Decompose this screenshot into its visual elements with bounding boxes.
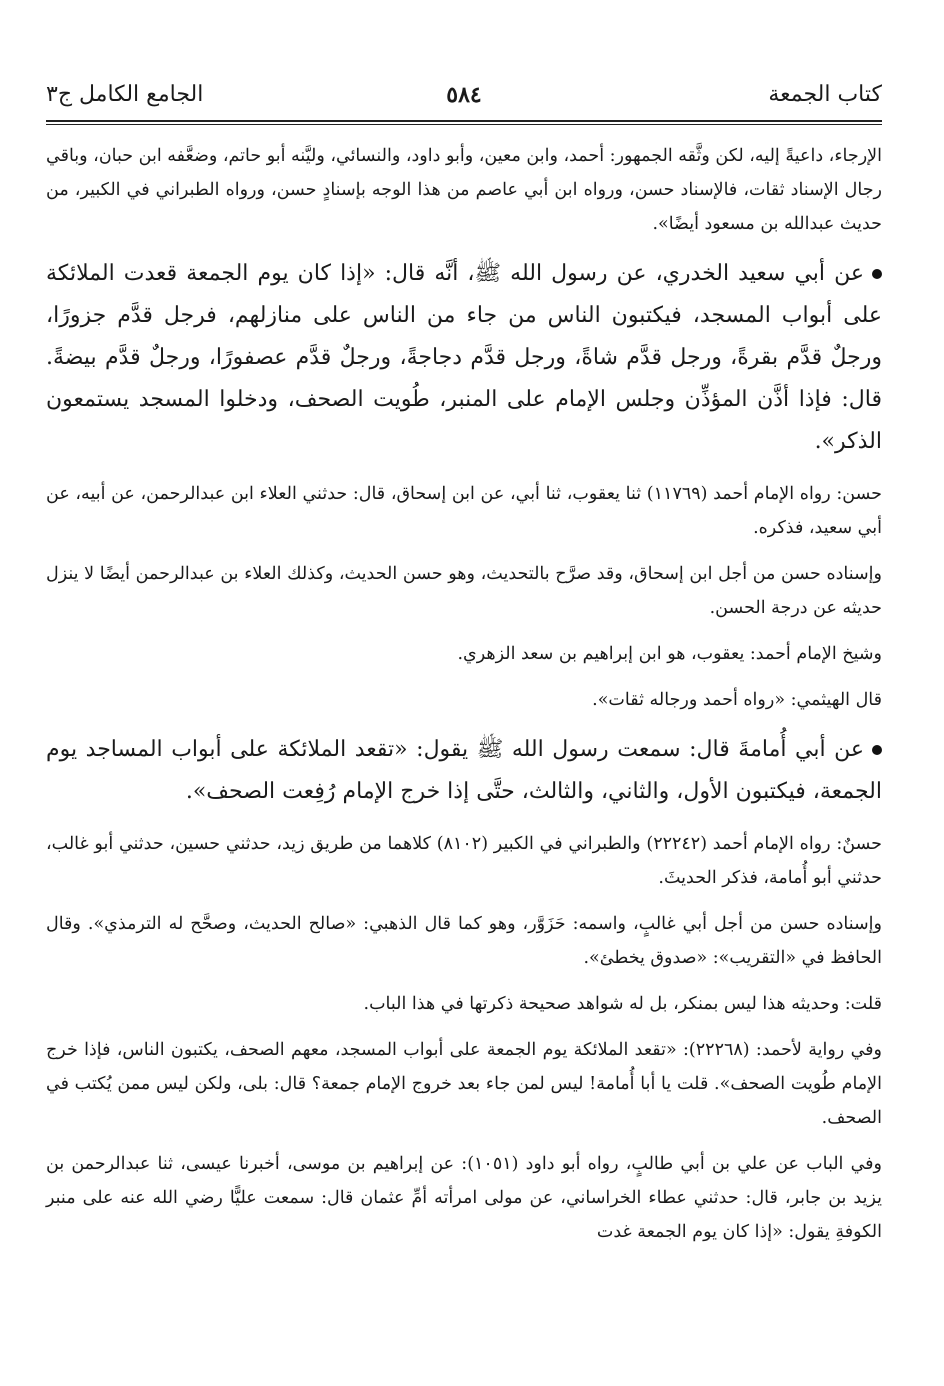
paragraph-text: وفي رواية لأحمد: (٢٢٢٦٨): «تقعد الملائكة يوم الجمعة على أبواب المسجد، معهم الصحف، يكتبون الناس، فإذا خرج الإمام طُويت الصحف». قلت يا أبا أُمامة! ليس لمن جاء بعد خروج الإمام جمعة؟ قال: بلى، ولكن ليس ممن يُكتب في الصحف. bbox=[46, 1040, 882, 1128]
header-rule bbox=[46, 120, 882, 125]
paragraph-text: قلت: وحديثه هذا ليس بمنكر، بل له شواهد صحيحة ذكرتها في هذا الباب. bbox=[363, 994, 882, 1014]
paragraph-text: حسن: رواه الإمام أحمد (١١٧٦٩) ثنا يعقوب، ثنا أبي، عن ابن إسحاق، قال: حدثني العلاء ابن عبدالرحمن، عن أبيه، عن أبي سعيد، فذكره. bbox=[46, 484, 883, 538]
bullet-icon bbox=[872, 745, 882, 755]
book-title: الجامع الكامل ج٣ bbox=[46, 82, 204, 107]
paragraph bbox=[46, 1147, 882, 1249]
paragraph-text: قال الهيثمي: «رواه أحمد ورجاله ثقات». bbox=[592, 690, 882, 710]
paragraph-text: حسنٌ: رواه الإمام أحمد (٢٢٢٤٢) والطبراني في الكبير (٨١٠٢) كلاهما من طريق زيد، حدثني حسين، حدثني أبو غالب، حدثني أبو أُمامة، فذكر الحديثَ. bbox=[46, 834, 882, 888]
page-number: ٥٨٤ bbox=[446, 82, 482, 108]
hadith-paragraph bbox=[46, 729, 882, 813]
paragraph-text: وإسناده حسن من أجل أبي غالبٍ، واسمه: حَزَوَّر، وهو كما قال الذهبي: «صالح الحديث، وصحَّح له الترمذي». وقال الحافظ في «التقريب»: «صدوق يخطئ». bbox=[46, 914, 882, 968]
paragraph bbox=[46, 637, 882, 671]
paragraph bbox=[46, 139, 882, 241]
paragraph-text: وشيخ الإمام أحمد: يعقوب، هو ابن إبراهيم بن سعد الزهري. bbox=[457, 644, 882, 664]
paragraph-text: عن أبي سعيد الخدري، عن رسول الله ﷺ، أنَّه قال: «إذا كان يوم الجمعة قعدت الملائكة على أبواب المسجد، فيكتبون الناس من جاء من الناس على منازلهم، فرجل قدَّم جزورًا، ورجلٌ قدَّم بقرةً، ورجل قدَّم شاةً، ورجل قدَّم دجاجةً، ورجلٌ قدَّم عصفورًا، ورجلٌ قدَّم بيضةً. قال: فإذا أذَّن المؤذِّن وجلس الإمام على المنبر، طُويت الصحف، ودخلوا المسجد يستمعون الذكر». bbox=[46, 261, 882, 454]
page-body bbox=[46, 139, 882, 1249]
paragraph bbox=[46, 827, 882, 895]
book-section-title: كتاب الجمعة bbox=[768, 82, 882, 107]
paragraph bbox=[46, 907, 882, 975]
paragraph-text: عن أبي أُمامةَ قال: سمعت رسول الله ﷺ يقول: «تقعد الملائكة على أبواب المساجد يوم الجمعة، فيكتبون الأول، والثاني، والثالث، حتَّى إذا خرج الإمام رُفِعت الصحف». bbox=[46, 737, 882, 804]
paragraph bbox=[46, 1033, 882, 1135]
paragraph bbox=[46, 477, 882, 545]
bullet-icon bbox=[872, 269, 882, 279]
paragraph bbox=[46, 683, 882, 717]
paragraph-text: وفي الباب عن علي بن أبي طالبٍ، رواه أبو داود (١٠٥١): عن إبراهيم بن موسى، أخبرنا عيسى، ثنا عبدالرحمن بن يزيد بن جابر، قال: حدثني عطاء الخراساني، عن مولى امرأته أمِّ عثمان قال: سمعت عليًّا رضي الله عنه على منبر الكوفةِ يقول: «إذا كان يوم الجمعة غدت bbox=[46, 1154, 882, 1242]
paragraph-text: الإرجاء، داعيةً إليه، لكن وثَّقه الجمهور: أحمد، وابن معين، وأبو داود، والنسائي، وليَّنه أبو حاتم، وضعَّفه ابن حبان، وباقي رجال الإسناد ثقات، فالإسناد حسن، ورواه ابن أبي عاصم من هذا الوجه بإسنادٍ حسن، ورواه الطبراني في الكبير، من حديث عبدالله بن مسعود أيضًا». bbox=[46, 146, 882, 234]
book-page bbox=[46, 76, 882, 1261]
paragraph bbox=[46, 987, 882, 1021]
page-header bbox=[46, 76, 882, 120]
paragraph bbox=[46, 557, 882, 625]
hadith-paragraph bbox=[46, 253, 882, 463]
paragraph-text: وإسناده حسن من أجل ابن إسحاق، وقد صرَّح بالتحديث، وهو حسن الحديث، وكذلك العلاء بن عبدالرحمن أيضًا لا ينزل حديثه عن درجة الحسن. bbox=[46, 564, 882, 618]
